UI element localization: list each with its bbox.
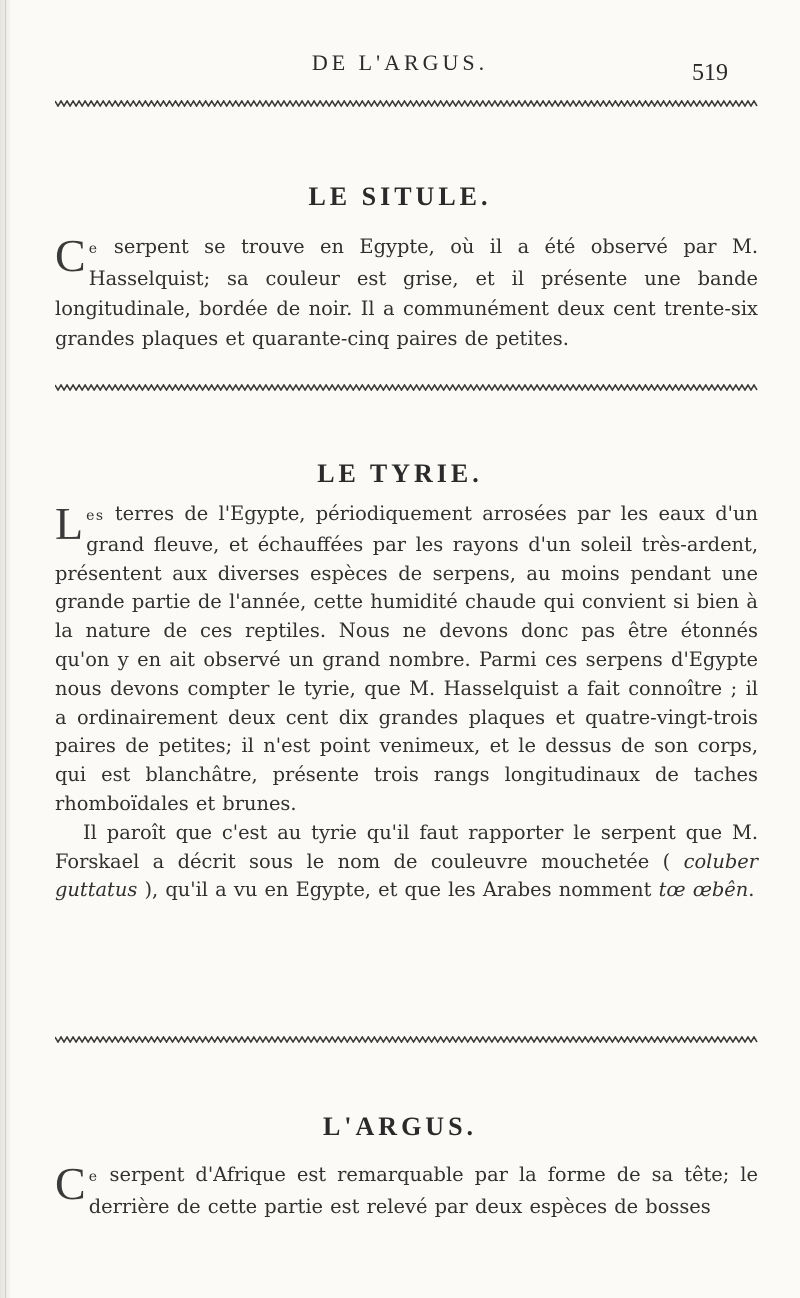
paragraph-argus [55, 1160, 758, 1222]
paragraph-text: ), qu'il a vu en Egypte, et que les Arabes nomment [137, 878, 659, 902]
paragraph-text: . [748, 878, 755, 902]
ornamental-rule [55, 100, 758, 107]
page-number: 519 [692, 60, 728, 86]
arabic-name: tœ œbên [658, 878, 749, 902]
dropcap: C [55, 230, 86, 281]
ornamental-rule [55, 384, 758, 391]
dropcap: C [55, 1158, 86, 1209]
lead-word: es [86, 508, 105, 524]
ornamental-rule [55, 1036, 758, 1043]
latin-name: coluber guttatus [55, 849, 758, 902]
lead-word: e [88, 1169, 99, 1185]
dropcap: L [55, 498, 84, 549]
paragraph-text: Il paroît que c'est au tyrie qu'il faut rapporter le serpent que M. Forskael a décrit sous le nom de couleuvre mouchetée ( [55, 820, 758, 873]
section-heading-tyrie: LE TYRIE. [317, 458, 483, 488]
paragraph-text: serpent se trouve en Egypte, où il a été observé par M. Hasselquist; sa couleur est grise, et il présente une bande longitudinale, bordée de noir. Il a communément deux cent trente-six grandes plaques et quarante-cinq paires de petites. [55, 235, 758, 350]
section-heading-situle: LE SITULE. [308, 181, 492, 211]
paragraph-tyrie-2 [55, 819, 758, 905]
running-head [0, 50, 800, 90]
paragraph-text: terres de l'Egypte, périodiquement arrosées par les eaux d'un grand fleuve, et échauffées par les rayons d'un soleil très-ardent, présentent aux diverses espèces de serpens, au moins pendant une grande partie de l'année, cette humidité chaude qui convient si bien à la nature de ces reptiles. Nous ne devons donc pas être étonnés qu'on y en ait observé un grand nombre. Parmi ces serpens d'Egypte nous devons compter le tyrie, que M. Hasselquist a fait connoître ; il a ordinairement deux cent dix grandes plaques et quatre-vingt-trois paires de petites; il n'est point venimeux, et le dessus de son corps, qui est blanchâtre, présente trois rangs longitudinaux de taches rhomboïdales et brunes. [55, 502, 758, 815]
lead-word: e [88, 241, 99, 257]
paragraph-tyrie [55, 500, 758, 905]
running-title: DE L'ARGUS. [311, 50, 489, 75]
paragraph-text: serpent d'Afrique est remarquable par la forme de sa tête; le derrière de cette partie est relevé par deux espèces de bosses [88, 1163, 758, 1218]
paragraph-situle [55, 232, 758, 354]
section-heading-argus: L'ARGUS. [322, 1111, 478, 1141]
